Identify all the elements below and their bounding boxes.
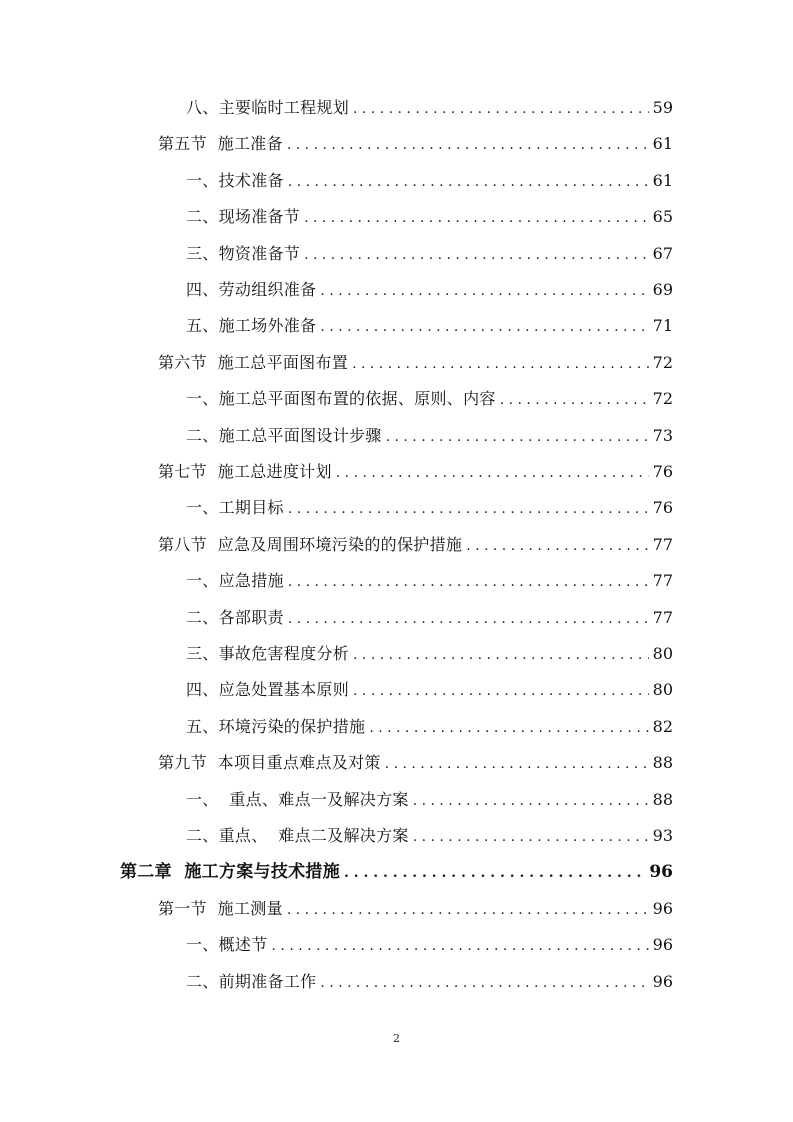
toc-entry-title: 第八节 应急及周围环境污染的的保护措施 [158,534,463,554]
toc-entry[interactable] [158,891,673,927]
toc-entry[interactable] [186,236,673,272]
toc-subsection-row[interactable] [0,308,793,344]
toc-entry-title: 第二章 施工方案与技术措施 [120,862,341,883]
toc-entry-page: 72 [652,352,673,372]
toc-subsection-row[interactable] [0,818,793,854]
toc-entry[interactable] [186,381,673,417]
toc-entry[interactable] [186,563,673,599]
toc-dot-leader [288,564,649,600]
toc-dot-leader [413,783,649,819]
toc-dot-leader [352,346,649,382]
toc-entry[interactable] [158,745,673,781]
toc-subsection-row[interactable] [0,709,793,745]
toc-entry[interactable] [158,126,673,162]
toc-dot-leader [353,91,649,127]
toc-entry-title: 八、主要临时工程规划 [186,98,350,117]
toc-entry-title: 四、劳动组织准备 [186,280,317,299]
toc-entry-page: 61 [652,170,673,190]
toc-entry[interactable] [186,782,673,818]
toc-dot-leader [288,601,649,637]
toc-subsection-row[interactable] [0,964,793,1000]
toc-entry-page: 77 [652,534,673,554]
toc-entry-title: 二、各部职责 [186,607,284,627]
toc-entry-title: 第一节 施工测量 [158,898,283,918]
toc-entry-title: 五、施工场外准备 [186,316,317,336]
toc-entry[interactable] [186,272,673,308]
toc-section-row[interactable] [0,527,793,563]
toc-entry-title: 第七节 施工总进度计划 [158,462,332,481]
toc-entry-title: 二、前期准备工作 [186,971,317,991]
toc-entry-title: 第九节 本项目重点难点及对策 [158,753,381,773]
toc-entry[interactable] [120,854,673,890]
toc-subsection-row[interactable] [0,236,793,272]
toc-entry-title: 一、应急措施 [186,571,284,591]
toc-entry-page: 88 [652,753,673,773]
toc-entry[interactable] [186,600,673,636]
toc-subsection-row[interactable] [0,600,793,636]
toc-entry-page: 96 [652,898,673,918]
toc-entry-title: 二、现场准备节 [186,207,301,227]
toc-entry-title: 四、应急处置基本原则 [186,680,350,700]
toc-section-row[interactable] [0,126,793,162]
toc-entry-page: 96 [649,862,673,883]
toc-entry[interactable] [186,964,673,1000]
toc-dot-leader [320,309,648,345]
toc-dot-leader [369,710,648,746]
toc-entry[interactable] [186,818,673,854]
toc-entry-page: 76 [652,462,673,481]
toc-entry-page: 59 [652,98,673,117]
toc-subsection-row[interactable] [0,381,793,417]
toc-subsection-row[interactable] [0,636,793,672]
toc-entry[interactable] [186,927,673,963]
toc-entry-page: 96 [652,935,673,955]
toc-section-row[interactable] [0,345,793,381]
toc-subsection-row[interactable] [0,163,793,199]
toc-entry-page: 93 [652,826,673,845]
toc-entry-page: 77 [652,571,673,591]
toc-dot-leader [413,819,649,855]
toc-section-row[interactable] [0,745,793,781]
toc-entry-page: 82 [652,716,673,736]
toc-subsection-row[interactable] [0,672,793,708]
toc-subsection-row[interactable] [0,90,793,126]
toc-entry-page: 80 [652,680,673,700]
toc-subsection-row[interactable] [0,272,793,308]
toc-dot-leader [344,855,645,891]
toc-entry-page: 80 [652,644,673,663]
toc-section-row[interactable] [0,891,793,927]
toc-subsection-row[interactable] [0,563,793,599]
toc-entry-title: 一、工期目标 [186,498,284,518]
toc-section-row[interactable] [0,454,793,490]
toc-entry[interactable] [186,199,673,235]
toc-entry-title: 二、重点、 难点二及解决方案 [186,826,409,845]
toc-entry-page: 73 [652,425,673,445]
toc-entry-page: 76 [652,498,673,518]
toc-dot-leader [385,746,649,782]
toc-entry[interactable] [186,490,673,526]
toc-entry[interactable] [186,90,673,126]
toc-entry-page: 77 [652,607,673,627]
toc-subsection-row[interactable] [0,927,793,963]
toc-entry-title: 一、 重点、难点一及解决方案 [186,789,409,809]
toc-dot-leader [336,455,649,491]
toc-dot-leader [287,892,649,928]
toc-entry-page: 67 [652,243,673,263]
toc-entry[interactable] [186,308,673,344]
toc-dot-leader [304,200,649,236]
toc-entry-title: 五、环境污染的保护措施 [186,716,366,736]
toc-entry[interactable] [186,709,673,745]
toc-dot-leader [353,637,649,673]
toc-dot-leader [320,965,648,1001]
toc-entry-page: 69 [652,280,673,299]
toc-entry-title: 一、施工总平面图布置的依据、原则、内容 [186,389,496,409]
toc-dot-leader [386,419,649,455]
toc-entry-page: 72 [652,389,673,409]
toc-entry-page: 71 [652,316,673,336]
toc-dot-leader [288,491,649,527]
toc-entry-title: 第五节 施工准备 [158,134,283,154]
toc-entry-title: 三、事故危害程度分析 [186,644,350,663]
toc-dot-leader [500,382,649,418]
toc-dot-leader [287,127,649,163]
toc-entry[interactable] [186,672,673,708]
toc-dot-leader [288,164,649,200]
toc-dot-leader [466,528,648,564]
toc-subsection-row[interactable] [0,490,793,526]
toc-subsection-row[interactable] [0,199,793,235]
toc-entry-page: 65 [652,207,673,227]
toc-entry-title: 二、施工总平面图设计步骤 [186,425,382,445]
toc-subsection-row[interactable] [0,418,793,454]
toc-entry-title: 第六节 施工总平面图布置 [158,352,349,372]
toc-entry[interactable] [158,345,673,381]
toc-entry-page: 61 [652,134,673,154]
toc-entry-title: 一、技术准备 [186,170,284,190]
toc-entry-page: 96 [652,971,673,991]
toc-subsection-row[interactable] [0,782,793,818]
toc-entry[interactable] [186,636,673,672]
toc-dot-leader [272,928,649,964]
toc-dot-leader [353,673,649,709]
toc-entry-page: 88 [652,789,673,809]
toc-entry[interactable] [186,418,673,454]
toc-chapter-row[interactable] [0,854,793,890]
toc-dot-leader [320,273,648,309]
toc-entry-title: 三、物资准备节 [186,243,301,263]
toc-entry[interactable] [186,163,673,199]
toc-entry-title: 一、概述节 [186,935,268,955]
toc-dot-leader [304,237,649,273]
toc-entry[interactable] [158,454,673,490]
page-number: 2 [393,1032,400,1045]
toc-entry[interactable] [158,527,673,563]
